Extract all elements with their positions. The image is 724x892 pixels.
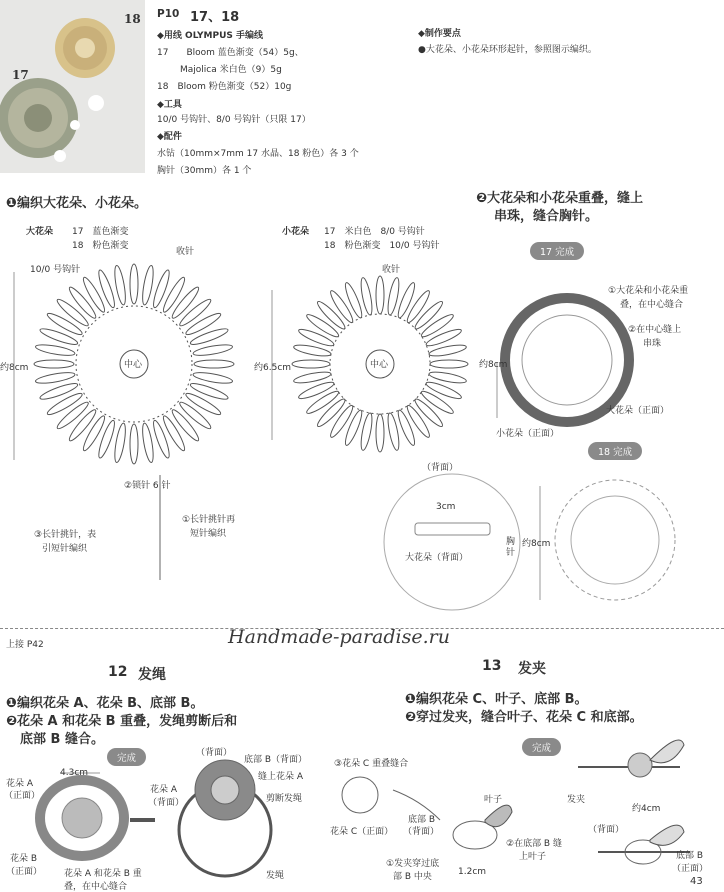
note-1a: ①长针挑针再 [182, 515, 236, 525]
step2-title-a: ❷大花朵和小花朵重叠，缝上 [476, 191, 644, 206]
big-front: 大花朵（正面） [606, 406, 670, 416]
petal-loop [328, 289, 356, 325]
t13-name: 发夹 [518, 661, 546, 677]
small-flower-label: 小花朵 [282, 227, 310, 237]
s2-n1b: 叠，在中心缝合 [620, 300, 684, 310]
yarn-title: ◆用线 OLYMPUS 手编线 [157, 31, 264, 41]
sew-A: 缝上花朵 A [258, 772, 304, 782]
points-text: ●大花朵、小花朵环形起针，参照图示编织。 [418, 45, 597, 55]
leaf-label: 叶子 [484, 795, 503, 805]
photo-label-18: 18 [124, 12, 141, 26]
end-stitch-2: 收针 [382, 265, 401, 275]
hook-size: 10/0 号钩针 [30, 265, 81, 275]
front3: （正面） [672, 864, 709, 874]
clip-label: 发夹 [567, 795, 586, 805]
s2-size: 约8cm [479, 360, 508, 370]
center-small: 中心 [370, 360, 389, 370]
stitch-6: ②锁针 6 针 [124, 481, 171, 491]
petal-loop [430, 360, 468, 368]
cm3: 3cm [436, 502, 456, 512]
petal-loop [45, 311, 84, 338]
step1-title: ❶编织大花朵、小花朵。 [6, 196, 148, 211]
cm4: 约4cm [632, 804, 661, 814]
petal-loop [305, 388, 341, 416]
done-17-badge: 17 完成 [530, 242, 584, 260]
big-flower-label: 大花朵 [26, 227, 54, 237]
s13-2: ❷穿过发夹，缝合叶子、花朵 C 和底部。 [405, 710, 643, 725]
small-front: 小花朵（正面） [496, 429, 560, 439]
end-stitch-1: 收针 [176, 247, 195, 257]
petal-loop [140, 422, 155, 463]
back2: （背面） [196, 748, 233, 758]
t12-num: 12 [108, 664, 128, 680]
petal-loop [189, 326, 229, 347]
petal-loop [96, 419, 117, 459]
s2-n2a: ②在中心缝上 [628, 325, 682, 335]
petal-loop [130, 264, 138, 304]
back-label: （背面） [422, 463, 459, 473]
done-badge-12: 完成 [107, 748, 146, 766]
petal-loop [81, 414, 108, 453]
petal-loop [39, 326, 79, 347]
big-back: 大花朵（背面） [405, 553, 469, 563]
yarn-17a: 17 Bloom 蓝色渐变（54）5g、 [157, 48, 304, 58]
done-18-badge: 18 完成 [588, 442, 642, 460]
flowerC: 花朵 C（正面） [330, 827, 394, 837]
petal-loop [404, 289, 432, 325]
s12-2a: ❷花朵 A 和花朵 B 重叠，发绳剪断后和 [6, 714, 238, 729]
petal-loop [113, 265, 128, 306]
petal-loop [184, 311, 223, 338]
petal-loop [35, 343, 76, 358]
baseB-back: 底部 B（背面） [244, 755, 308, 765]
petal-loop [184, 391, 223, 418]
overlap-b: 叠，在中心缝合 [64, 882, 128, 892]
petal-loop [161, 414, 188, 453]
s2-n2b: 串珠 [643, 339, 662, 349]
petal-loop [404, 403, 432, 439]
petal-loop [194, 360, 234, 368]
parts-title: ◆配件 [157, 132, 182, 142]
front-12: （正面） [4, 791, 41, 801]
back4: （背面） [403, 827, 440, 837]
big-17: 17 蓝色渐变 [72, 227, 129, 237]
continue-ref: 上接 P42 [6, 640, 44, 650]
baseB-13: 底部 B [408, 815, 436, 825]
s2-size-2: 约8cm [522, 539, 551, 549]
overlap-a: 花朵 A 和花朵 B 重 [64, 869, 142, 879]
watermark: Handmade-paradise.ru [228, 626, 450, 648]
item-numbers: 17、18 [190, 10, 240, 25]
size-small: 约6.5cm [254, 363, 292, 373]
done-badge-13: 完成 [522, 738, 561, 756]
n2b: 上叶子 [519, 852, 547, 862]
cm43: 4.3cm [60, 768, 89, 778]
n1a: ①发夹穿过底 [386, 859, 440, 869]
points-title: ◆制作要点 [418, 29, 461, 39]
petal-loop [35, 370, 76, 385]
n2a: ②在底部 B 缝 [506, 839, 562, 849]
petal-loop [81, 275, 108, 314]
petal-loop [376, 276, 384, 314]
back3: （背面） [148, 798, 185, 808]
size-big: 约8cm [0, 363, 29, 373]
petal-loop [376, 414, 384, 452]
s2-n1a: ①大花朵和小花朵重 [608, 286, 689, 296]
s13-1: ❶编织花朵 C、叶子、底部 B。 [405, 692, 588, 707]
flowerB-12: 花朵 B [10, 854, 38, 864]
n1b: 部 B 中央 [393, 872, 432, 882]
petal-loop [130, 424, 138, 464]
small-17: 17 米白色 8/0 号钩针 [324, 227, 425, 237]
petal-loop [419, 388, 455, 416]
note-3a: ③长针挑针，表 [34, 530, 97, 540]
petal-loop [113, 422, 128, 463]
back5: （背面） [588, 825, 625, 835]
tools-title: ◆工具 [157, 100, 182, 110]
page-ref: P10 [157, 8, 180, 20]
s12-2b: 底部 B 缝合。 [20, 732, 104, 747]
petal-loop [192, 343, 233, 358]
petal-loop [45, 391, 84, 418]
tools-text: 10/0 号钩针、8/0 号钩针（只限 17） [157, 115, 311, 125]
petal-loop [419, 312, 455, 340]
baseB2: 底部 B [676, 851, 704, 861]
note-1b: 短针编织 [190, 529, 227, 539]
photo-label-17: 17 [12, 68, 29, 82]
parts-2: 胸针（30mm）各 1 个 [157, 166, 252, 176]
petal-loop [34, 360, 74, 368]
yarn-17b: Majolica 米白色（9）5g [180, 65, 282, 75]
petal-loop [189, 381, 229, 402]
parts-1: 水钻（10mm×7mm 17 水晶、18 粉色）各 3 个 [157, 149, 359, 159]
petal-loop [140, 265, 155, 306]
hairtie-label: 发绳 [266, 871, 285, 881]
petal-loop [192, 370, 233, 385]
page-number: 43 [690, 876, 703, 887]
petal-loop [39, 381, 79, 402]
t12-name: 发绳 [138, 667, 166, 683]
t13-num: 13 [482, 658, 502, 674]
flowerA2: 花朵 A [150, 785, 178, 795]
center-big: 中心 [124, 360, 143, 370]
cm12: 1.2cm [458, 867, 487, 877]
petal-loop [305, 312, 341, 340]
step2-title-b: 串珠，缝合胸针。 [494, 209, 599, 224]
petal-loop [151, 419, 172, 459]
petal-loop [151, 269, 172, 309]
cut-label: 剪断发绳 [266, 794, 303, 804]
yarn-18: 18 Bloom 粉色渐变（52）10g [157, 82, 292, 92]
flowerA-12: 花朵 A [6, 779, 34, 789]
front2-12: （正面） [6, 867, 43, 877]
small-18: 18 粉色渐变 10/0 号钩针 [324, 241, 440, 251]
note-3b: 引短针编织 [42, 544, 88, 554]
petal-loop [328, 403, 356, 439]
petal-loop [96, 269, 117, 309]
big-18: 18 粉色渐变 [72, 241, 129, 251]
petal-loop [292, 360, 330, 368]
s12-1: ❶编织花朵 A、花朵 B、底部 B。 [6, 696, 204, 711]
petal-loop [161, 275, 188, 314]
n3: ③花朵 C 重叠缝合 [334, 759, 409, 769]
brooch-label: 胸针 [506, 537, 516, 558]
